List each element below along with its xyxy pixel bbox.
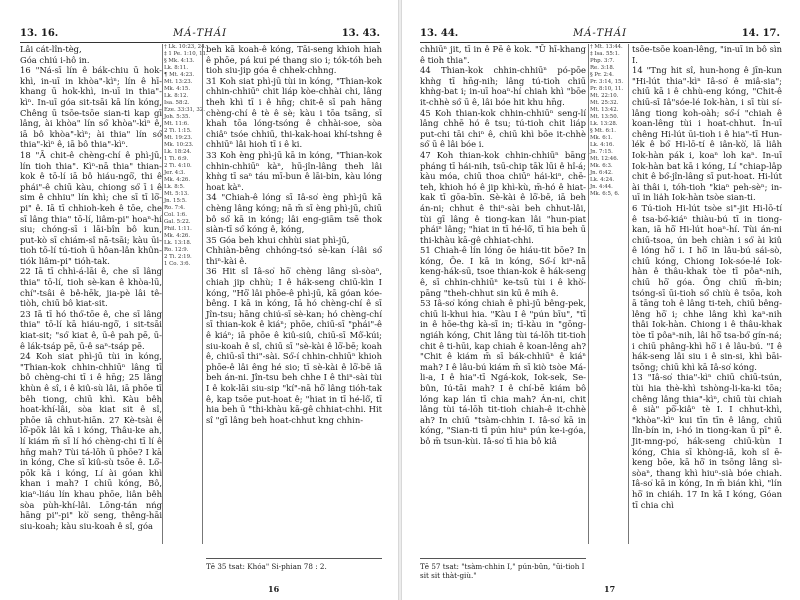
header-book-title: MÁ-THÁI — [572, 28, 628, 39]
verse-paragraph: 47 Koh thian-kok chhin-chhiūⁿ bāng pháng tī hái-nih, tsū-chip tāk lūi ê hî-á; kàu móa, chiū thoa chiūⁿ hái-kiⁿ, chē-teh, khioh hó ê jip khì-kù, m̄-hó ê hiat-kak tī gōa-bīn. Sè-kài ê lō͘-bē, iā beh án-ni; chhut ê thiⁿ-sài beh chhut-lâi, tùi gī lâng ê tiong-kan lâi "hun-piat pháiⁿ lâng; "hiat in tī hé-lô͘, tī hia beh ū thi-khàu kā-gê chhiat-chhi. — [420, 149, 586, 245]
cross-reference: † Mt. 13:44. — [590, 44, 623, 50]
cross-reference: Mk. 10:23. — [164, 142, 194, 148]
cross-references-1 — [164, 44, 208, 554]
footnote-rule — [420, 558, 586, 559]
header-left-ref: 13. 44. — [420, 28, 459, 39]
cross-reference: † Lk. 10:23, 24. — [164, 44, 207, 50]
verse-paragraph: 35 Góa beh khui chhùi siat phì-jū, — [206, 234, 350, 245]
cross-reference: Pr. 3:14, 15. — [590, 79, 624, 85]
cross-reference: Lk. 8:5. — [164, 184, 185, 190]
verse-paragraph: 31 Koh siat phì-jū tùi in kóng, "Thian-kok chhin-chhiūⁿ chit liáp kòe-chhài chi, lâng theh khì tī i ê hn̄g; chit-ê sī pah hāng chèng-chí ê tè ê sè; kàu i tōa tsāng, sī khah tōa lóng-tsóng ê chhài-soe, sòa chiâⁿ tsóe chhiū, thi-kak-hoai khí-tshng ê chhiūⁿ lâi hioh tī i ê ki. — [206, 75, 382, 150]
cross-reference: Lk. 13:18. — [164, 240, 192, 246]
cross-reference: 2 Ti. 1:15. — [164, 128, 192, 134]
cross-reference: Lk. 13:28. — [590, 121, 618, 127]
cross-reference: Mt. 12:46. — [590, 156, 619, 162]
verse-paragraph: 6 Tú-tioh Hi-lút tsòe si"-jit Hi-lō-tí ê tsa-bó͘-kiáⁿ thiàu-bú tī in tiong-kan, iā hō͘ Hi-lút hoaⁿ-hí. Tùi án-ni chiū-tsoa, ún beh chiàn i só͘ ài kiû ê lóng hō͘ i. I hō͘ in lâu-bú sái-sò, chiū kóng, Chiong Iok-sóe-lé Iok-hàn ê thâu-khak tòe tī pôaⁿ-nih, chiū hō͘ góa. Ông chiū m̄-bin; tsóng-sī ūi-tioh só͘ chiù ê tsōa, koh ā tāng toh ê lâng ti-teh, chiū bêng-lêng hō͘ i; chhe lâng khì kaⁿ-nih thâi Iok-hàn. Chiong i ê thâu-khak tòe tī pôaⁿ-nih, lâi hō͘ tsa-bó͘ gín-ná; i chiū phâng-khì hō͘ i ê lâu-bú. "I ê hák-seng lâi siu i ê sin-si, khì bāi-tsōng; chiū khì kā Iâ-so͘ kóng. — [632, 202, 782, 372]
cross-reference: Phil. 1:11. — [164, 226, 192, 232]
cross-reference: Mk. 4:15. — [164, 86, 191, 92]
verse-paragraph: 13 "Iâ-so͘ thia"-kìⁿ chiū chiū-tsún, tùi hia thè-khì tshòng-li-ka-ki tōa; chêng lâng thia"-kìⁿ, chiū tùi chiah ê sià" pō͘-kiâⁿ tè I. I chhut-khì, "khòa"-kìⁿ kui tīn tīn ê lâng, chiū lîn-bín in, i-hó in tiong-kan ū pī" ê. Jit-mng-po͘, hák-seng chiū-kùn I kóng, Chia sī khòng-iā, koh sî ē-keng bōe, kā hō͘ in tsōng lâng sì-sòaⁿ, thang khì hiuⁿ-sià bóe chiah. Iâ-so͘ kā in kóng, In m̄ bián khì, "lín hō͘ in chiáh. 17 In kā I kóng, Góan tī chia chì — [632, 372, 782, 510]
verse-paragraph: Chhiàn-bêng chhóng-tsó sè-kan í-lâi só͘ thiⁿ-kài ê. — [206, 245, 382, 266]
verse-paragraph: chhiūⁿ jit, tī in ê Pē ê kok. "Ū hī-khang ê tioh thia". — [420, 44, 586, 65]
column-divider — [162, 44, 163, 544]
cross-reference: Lk. 8:12. — [164, 93, 189, 99]
cross-reference: Mt. 22:10. — [590, 93, 619, 99]
verse-paragraph: 23 Iā tī hó thó͘-tōe ê, che sī lâng thia" tō-lí kā hiáu-ngō͘, i sit-tsāi kiat-sit; "só͘ kiat ê, ū-ê pah pē, ū-ê lák-tsáp pē, ū-ê saⁿ-tsáp pē. — [20, 308, 162, 351]
cross-reference: Mt. 5:13. — [164, 191, 189, 197]
header-left-ref: 13. 16. — [20, 28, 59, 39]
column-divider — [202, 44, 203, 544]
text-column-2 — [632, 44, 782, 554]
column-divider — [588, 44, 589, 544]
header-book-title: MÁ-THÁI — [172, 28, 228, 39]
cross-reference: Eze. 33:31, 32. — [164, 107, 205, 113]
footnote-rule — [206, 558, 382, 559]
cross-reference: § Mk. 4:13. — [164, 58, 195, 64]
cross-reference: Jn. 4:44. — [590, 184, 613, 190]
cross-reference: Isa. 58:2. — [164, 100, 190, 106]
cross-reference: § Pr. 2:4. — [590, 72, 614, 78]
cross-reference: Jn. 7:15. — [590, 149, 613, 155]
column-divider — [628, 44, 629, 544]
page-number: 16 — [268, 584, 280, 594]
text-column-1 — [420, 44, 586, 554]
cross-reference: Mt. 13:23. — [164, 79, 193, 85]
verse-paragraph: 24 Koh siat phì-jū tùi in kóng, "Thian-kok chhin-chhiūⁿ lâng tī bô chèng-chi tī i ê hn̄g; 25 lâng khùn ê sî, i ê kiû-sù lâi, iā phōe tī bêh tiong, chiū khì. Kàu bêh hoat-khí-lâi, sòa kiat sit ê sî, phōe iā chhut-hiān. 27 Kè-tsài ê lō͘-pōk lâi kā i kóng, Thâu-ke ah, lí kiám m̄ sī lí hó chèng-chi tī lí ê hn̄g mah? Tùi tá-lōh ū phōe? I kā in kóng, Che sī kiû-sù tsōe ê. Lō͘-pōk kā i kóng, Lí ài góan khì khan i mah? I chiū kóng, Bô, kiaⁿ-liáu lín khau phōe, liân bêh sòa pùh-khí-lâi. Lōng-tán nńg hāng pi"-pi" kò͘ seng, thêng-hāi siu-koah; kàu siu-koah ê sî, góa — [20, 351, 162, 531]
cross-reference: ‡ 1 Pe. 1:10, 11. — [164, 51, 208, 57]
cross-reference: ‡ Isa. 55:1. — [590, 51, 620, 57]
cross-reference: Gal. 5:22. — [164, 219, 191, 225]
cross-reference: Ro. 7:4. — [164, 205, 186, 211]
cross-reference: Col. 1:6. — [164, 212, 187, 218]
cross-reference: Lk. 18:24. — [164, 149, 192, 155]
cross-reference: 1 Ti. 6:9. — [164, 156, 189, 162]
right-page — [400, 0, 800, 600]
cross-reference: Re. 3:18. — [590, 65, 615, 71]
cross-reference: Lk. 4:24. — [590, 177, 615, 183]
verse-paragraph: 36 Hit sî Iâ-so͘ hō͘ chèng lâng sì-sòaⁿ, chiah jip chhù; I ê hák-seng chiū-kìn I kóng, "Hō͘ lâi phōe-ê phì-jū, kā góan kóe-bêng. I kā in kóng, Iā hó chèng-chí ê sī Jîn-tsu; hāng chiú-sī sè-kan; hó chèng-chí sī thian-kok ê kiáⁿ; phōe, chiū-sī "phái"-ê ê kiáⁿ; iā phōe ê kiû-siû, chiū-sī Mô͘-kúi; siu-koah ê sî, chiū sī "sè-kài ê lō͘-bē; koah ê, chiū-sī thi"-sài. Só͘-í chhin-chhiūⁿ khioh phōe-ê lâi êng hé sio; tī sè-kài ê lō͘-bē iā beh án-ni. Jîn-tsu beh chhe I ê thiⁿ-sài tùi I ê kok-lāi siu-sip "kí"-nā hō͘ lâng tióh-tak ê, kap tsōe put-hoat ê; "hiat in tī hé-lô͘, tī hia beh ū "thi-khàu kā-gê chhiat-chhi. Hit sî "gī lâng beh hoat-chhut kng chhin- — [206, 266, 382, 425]
verse-paragraph: 18 "Ā chit-ê chèng-chí ê phì-jū, lín tioh thia". Kìⁿ-nā thia" thian-kok ê tō-lí iā bô hiáu-ngō͘, thi ê phái"-ê chiū kàu, chiong só͘ ī i ê sim ê chhiu" lín khì; che sī tī lō͘-pi" ê. Iā tī chhioh-keh ê tōe, che sī lâng thia" tō-lí, liâm-pi" hoaⁿ-hí siu; chóng-sī i lāi-bîn bô kun, put-kò sī chiám-sî nā-tsāi; kàu ūi-tioh tō-lí tú-tioh ū hôan-lân khûn-tiók liâm-pi" tióh-tak. — [20, 149, 162, 266]
cross-reference: Mk. 6:1. — [590, 135, 613, 141]
cross-reference: Mt. 13:50. — [590, 114, 619, 120]
cross-reference: Mk. 4:26. — [164, 233, 191, 239]
cross-reference: Jer. 4:3. — [164, 170, 186, 176]
cross-reference: Mt. 25:32. — [590, 100, 619, 106]
verse-paragraph: Góa chiú i-hô in. — [20, 54, 90, 65]
cross-reference: § Mt. 6:1. — [590, 128, 616, 134]
verse-paragraph: 16 "Ná-sī lín ê bák-chiu ū hok-khì, in-uī in khòa"-kìⁿ; lín ê hī-khang ū hok-khì, in-uī in thia"-kìⁿ. In-uī góa sit-tsāi kā lín kóng, Chêng ū tsōe-tsōe sian-ti kap gī lâng, ài khòa" lín só͘ khòa"-kìⁿ ê, iā bô khòa"-kìⁿ; ài thia" lín só͘ thia"-kìⁿ ê, iā bô thia"-kìⁿ. — [20, 65, 162, 150]
cross-reference: Mt. 19:23. — [164, 135, 193, 141]
verse-paragraph: 44 Thian-kok chhin-chhiūⁿ pó-pōe khǹg tī hn̄g-nih; lâng tú-tioh chiū khǹg-bat i; in-uī hoaⁿ-hí chiah khì "bōe it-chhè só͘ ū ê, lâi bóe hit khu hn̄g. — [420, 65, 586, 107]
cross-reference: Jn. 6:42. — [590, 170, 613, 176]
cross-reference: Pr. 8:10, 11. — [590, 86, 624, 92]
verse-paragraph: tsōe-tsōe koan-lêng, "in-uī in bô sìn I. — [632, 44, 782, 65]
footnote: Tē 35 tsat: Khóa" Si-phian 78 : 2. — [206, 562, 327, 571]
verse-paragraph: 45 Koh thian-kok chhin-chhiūⁿ seng-lí lâng chhē hó ê tsu; tú-tioh chit liáp put-chi tāi chiⁿ ê, chiū khì bōe it-chhè só͘ ū ê lâi bóe i. — [420, 107, 586, 150]
cross-reference: ¶ Mt. 4:23. — [164, 72, 195, 78]
header-rule — [20, 42, 380, 43]
cross-reference: Lk. 4:16. — [590, 142, 615, 148]
cross-reference: Mk. 6:3. — [590, 163, 613, 169]
page-header-right — [420, 28, 780, 42]
cross-reference: Mk. 4:26. — [164, 177, 191, 183]
verse-paragraph: 51 Chiah-ê lín lóng ōe hiáu-tit bōe? In kóng, Ōe. I kā in kóng, Só͘-í kiⁿ-nā keng-hák-sū, tsoe thian-kok ê hák-seng ê, sī chhin-chhiūⁿ ke-tsū tùi i ê khò͘-pāng "theh-chhut sin kū ê mih ê. — [420, 245, 586, 298]
text-column-1 — [20, 44, 162, 554]
verse-paragraph: 53 Iâ-so͘ kóng chiah ê phì-jū bêng-pek, chiū li-khui hia. "Kàu I ê "pún bīu", "tī in ê hōe-thg kà-sī in; tī-kàu in "gōng-ngiáh kóng, Chit lâng tùi tá-lōh tit-tioh chit ê ti-hūi, kap chiah ê koan-lêng ah? "Chit ê kiám m̄ sī bák-chhiūⁿ ê kiáⁿ mah? I ê lâu-bú kiám m̄ sī kiò tsòe Má-li-a, I ê hia"-tī Ngá-kok, Iok-sek, Se-bûn, Iú-tāi mah? I ê chí-bē kiám bô lóng kap lán tī chia mah? Án-ni, chit lâng tùi tá-lōh tit-tioh chiah-ê it-chhè ah? In chiū "tsàm-chhin I. Iâ-so͘ kā in kóng, "Sian-ti tī pún hiuⁿ pún ke-i-góa, bô m̄ tsun-kùi. Iâ-so͘ tī hia bô kiâ — [420, 298, 586, 446]
verse-paragraph: 33 Koh èng phì-jū kā in kóng, "Thian-kok chhin-chhiūⁿ kàⁿ, hū-jîn-lâng theh lâi khǹg tī saⁿ táu mī-bun ê lāi-bin, kàu lóng hoat kàⁿ. — [206, 149, 382, 192]
cross-reference: 1 Co. 3:6. — [164, 261, 191, 267]
cross-reference: Mk. 6:5, 6. — [590, 191, 620, 197]
verse-paragraph: 14 "Tng hit sî, hun-hong ê jīn-kun "Hi-lút thia"-kìⁿ Iâ-so͘ ê miâ-sia"; chiū kā i ê chhù-eng kóng, "Chit-ê chiū-sī Iâ"sóe-lé Iok-hàn, i sī tùi sí-lâng tiong koh-oàh; só͘-í "chiah ê koan-lêng tùi i hoat-chhut. Ín-uī chêng Hi-lút ūi-tioh i ê hia"-tī Hun-lék ê bó͘ Hi-lō-tí ê iân-kò͘, lā liâh Iok-hàn pák i, koaⁿ loh kaⁿ. In-uī Iok-hàn bat kā i kóng, Lí "chiap-lâp chit ê bó͘-jîn-lâng sī put-hoat. Hi-lút ài thâi i, tóh-tioh "kiaⁿ peh-sèⁿ; in-uī in lia̍h Iok-hàn tsòe sian-ti. — [632, 65, 782, 203]
cross-reference: Ro. 12:9. — [164, 247, 189, 253]
cross-references-1 — [590, 44, 626, 554]
header-right-ref: 14. 17. — [741, 28, 780, 39]
verse-paragraph: 22 Iā tī chhì-á-lāi ê, che sī lâng thia" tō-lí, tioh sè-kan ê khòa-lū, chí"-tsâi ê bê-hēk, jia-pè lâi tê-tiòh, chiū bô kiat-sit. — [20, 266, 162, 309]
verse-paragraph: 34 "Chiah-ê lóng sī Iâ-so͘ èng phì-jū kā chèng lâng kóng; nā m̄ sī èng phì-jū, chiū bô só͘ kā in kóng; lâi eng-giām tsē thok siàn-tī só͘ kóng ê, kóng, — [206, 192, 382, 235]
cross-reference: Jn. 15:5. — [164, 198, 187, 204]
page-number: 17 — [604, 584, 616, 594]
header-right-ref: 13. 43. — [341, 28, 380, 39]
cross-reference: Php. 3:7. — [590, 58, 615, 64]
cross-reference: Joh. 5:35. — [164, 114, 191, 120]
cross-reference: Mt. 11:6. — [164, 121, 189, 127]
cross-reference: 2 Ti. 4:10. — [164, 163, 192, 169]
page-header-left — [20, 28, 380, 42]
cross-reference: Mt. 13:42. — [590, 107, 619, 113]
header-rule — [420, 42, 780, 43]
verse-paragraph: beh kā koah-ê kóng, Tāi-seng khioh hiah ê phōe, pá kui pé thang sio i; tók-tóh beh tioh siu-jip góa ê chhek-chhng. — [206, 44, 382, 76]
verse-paragraph: Lâi cát-lîn-tèg, — [20, 44, 82, 54]
text-column-2 — [206, 44, 382, 554]
footnote: Tē 57 tsat: "tsàm-chhin I," pún-bûn, "ūi-tioh I sit sit thàt-giù." — [420, 562, 585, 580]
cross-reference: 2 Ti. 2:19. — [164, 254, 192, 260]
cross-reference: Lk. 8:11. — [164, 65, 189, 71]
